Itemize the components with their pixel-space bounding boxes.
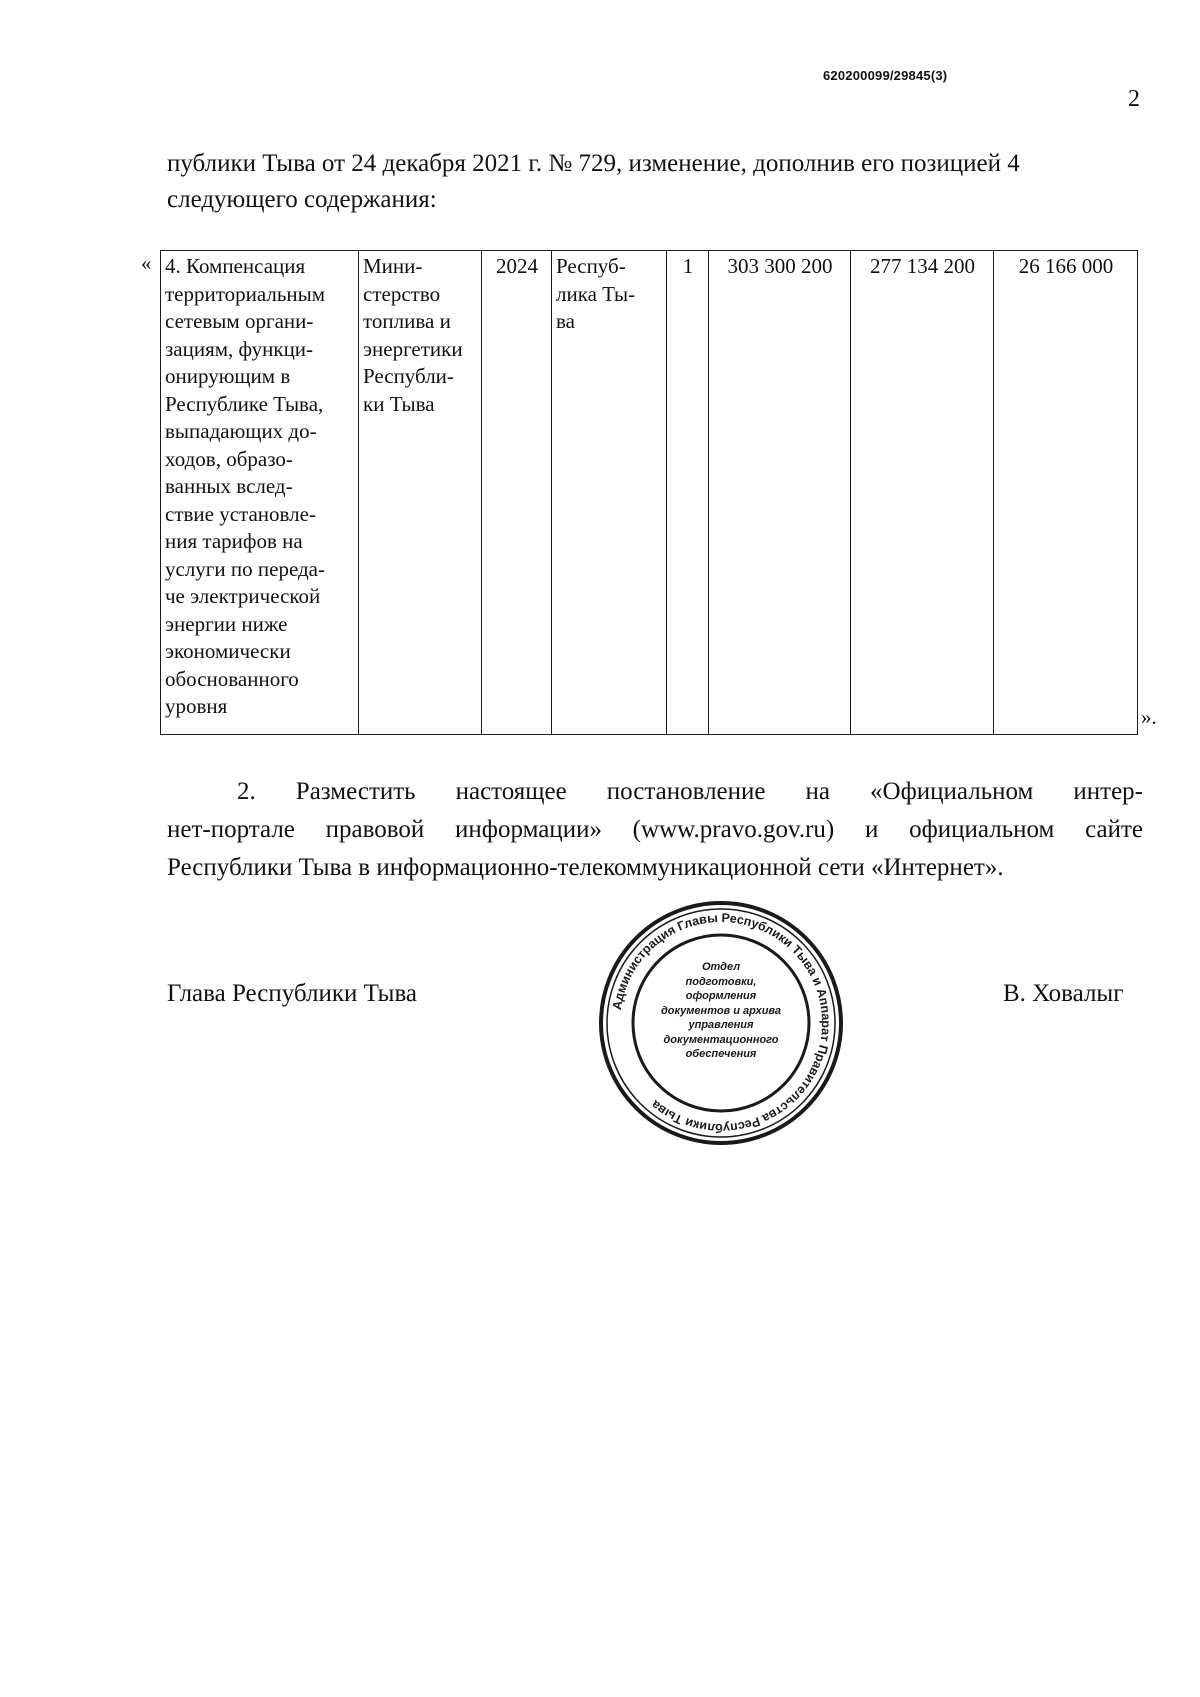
cell-line: экономически <box>165 639 291 663</box>
cell-line: ходов, образо- <box>165 446 293 471</box>
seal-line: Отдел <box>701 961 741 973</box>
cell-line: Респуб- <box>556 254 626 278</box>
cell-line: ствие установле- <box>165 501 316 526</box>
item-2-line-1 <box>167 773 1143 811</box>
cell-line: 4. Компенсация <box>165 254 306 278</box>
cell-line: ва <box>556 309 575 333</box>
cell-line: ния тарифов на <box>165 529 303 553</box>
cell-line: услуги по переда- <box>165 556 325 581</box>
seal-line: документационного <box>663 1033 779 1046</box>
cell-line: обоснованного <box>165 666 299 691</box>
cell-line: энергии ниже <box>165 611 288 636</box>
intro-line-1: публики Тыва от 24 декабря 2021 г. № 729, изменение, дополнив его позицией 4 <box>167 150 1020 177</box>
cell-line: территориальным <box>165 281 326 306</box>
seal-line: управления <box>688 1019 754 1031</box>
seal-line: документов и архива <box>660 1004 782 1017</box>
count-cell: 1 <box>667 251 709 735</box>
year-cell: 2024 <box>482 251 552 735</box>
executor-cell <box>359 251 482 735</box>
cell-line: энергетики <box>363 336 463 361</box>
item-2-line-1-text: 2. Разместить настоящее постановление на «Официальном интер- <box>237 778 1143 805</box>
cell-line: че электрической <box>165 584 321 608</box>
seal-center-text <box>638 960 804 1062</box>
total-amount-cell: 303 300 200 <box>709 251 851 735</box>
measure-name-cell <box>161 251 359 735</box>
amount-cell-b: 26 166 000 <box>994 251 1138 735</box>
cell-line: ванных вслед- <box>165 474 293 498</box>
cell-line: топлива и <box>363 309 451 333</box>
official-seal <box>596 898 846 1148</box>
cell-line: выпадающих до- <box>165 419 317 443</box>
opening-quote: « <box>141 251 152 275</box>
cell-line: лика Ты- <box>556 281 636 306</box>
position-table <box>160 250 1138 735</box>
seal-line: оформления <box>685 990 757 1002</box>
closing-quote: ». <box>1141 705 1157 729</box>
cell-line: онирующим в <box>165 364 291 388</box>
page-number: 2 <box>1128 86 1140 112</box>
cell-line: Республике Тыва, <box>165 391 324 416</box>
cell-line: уровня <box>165 694 228 718</box>
document-id: 620200099/29845(3) <box>823 68 948 83</box>
cell-line: сетевым органи- <box>165 309 314 333</box>
item-2-line-3: Республики Тыва в информационно-телекоммуникационной сети «Интернет». <box>167 854 1004 881</box>
seal-line: обеспечения <box>685 1048 757 1060</box>
cell-line: Мини- <box>363 254 423 278</box>
amount-cell-a: 277 134 200 <box>851 251 994 735</box>
cell-line: Республи- <box>363 364 454 388</box>
cell-line: ки Тыва <box>363 391 435 416</box>
signatory-name: В. Ховалыг <box>1003 980 1124 1007</box>
item-2-line-2: нет-портале правовой информации» (www.pravo.gov.ru) и официальном сайте <box>167 816 1143 843</box>
seal-line: подготовки, <box>685 975 757 988</box>
table-row <box>161 251 1138 735</box>
signatory-position: Глава Республики Тыва <box>167 980 418 1007</box>
intro-line-2: следующего содержания: <box>167 186 437 213</box>
seal-ring-text: Администрация Главы Республики Тыва и Аппарат Правительства Республики Тыва <box>609 910 834 1136</box>
territory-cell <box>552 251 667 735</box>
cell-line: зациям, функци- <box>165 336 314 361</box>
item-2-paragraph <box>167 773 1143 887</box>
intro-paragraph <box>167 146 1139 218</box>
cell-line: стерство <box>363 281 441 306</box>
